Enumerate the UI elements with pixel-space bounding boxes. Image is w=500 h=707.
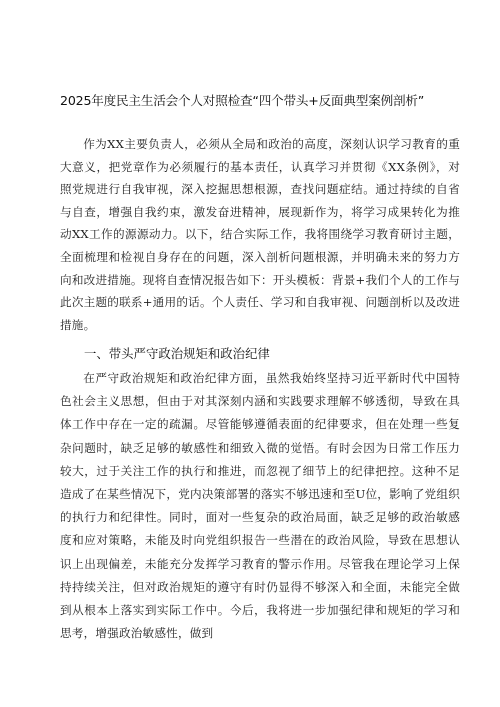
- section-paragraph: 在严守政治规矩和政治纪律方面，虽然我始终坚持习近平新时代中国特色社会主义思想，但由于对其深刻内涵和实践要求理解不够透彻，导致在具体工作中存在一定的疏漏。尽管能够遵循表面的纪律要求，但在处理一些复杂问题时，缺乏足够的敏感性和细致入微的觉悟。有时会因为日常工作压力较大，过于关注工作的执行和推进，而忽视了细节上的纪律把控。这种不足造成了在某些情况下，党内决策部署的落实不够迅速和至U位，影响了党组织的执行力和纪律性。同时，面对一些复杂的政治局面，缺乏足够的政治敏感度和应对策略，未能及时向党组织报告一些潜在的政治风险，导致在思想认识上出现偏差，未能充分发挥学习教育的警示作用。尽管我在理论学习上保持持续关注，但对政治规矩的遵守有时仍显得不够深入和全面，未能完全做到从根本上落实到实际工作中。今后，我将进一步加强纪律和规矩的学习和思考，增强政治敏感性，做到: [60, 371, 460, 641]
- section-body: [60, 367, 460, 645]
- intro-block: [60, 133, 460, 336]
- intro-paragraph: 作为XX主要负责人，必须从全局和政治的高度，深刻认识学习教育的重大意义，把党章作为必须履行的基本责任，认真学习并贯彻《XX条例》，对照党规进行自我审视，深入挖掘思想根源，查找问题症结。通过持续的自省与自查，增强自我约束，激发奋进精神，展现新作为，将学习成果转化为推动XX工作的源源动力。以下，结合实际工作，我将围绕学习教育研讨主题，全面梳理和检视自身存在的问题，深入剖析问题根源，并明确未来的努力方向和改进措施。现将自查情况报告如下：开头模板：背景+我们个人的工作与此次主题的联系+通用的话。个人责任、学习和自我审视、问题剖析以及改进措施。: [60, 137, 460, 332]
- section-heading: 一、带头严守政治规矩和政治纪律: [84, 346, 270, 361]
- document-title: 2025年度民主生活会个人对照检查“四个带头+反面典型案例剖析”: [60, 93, 425, 108]
